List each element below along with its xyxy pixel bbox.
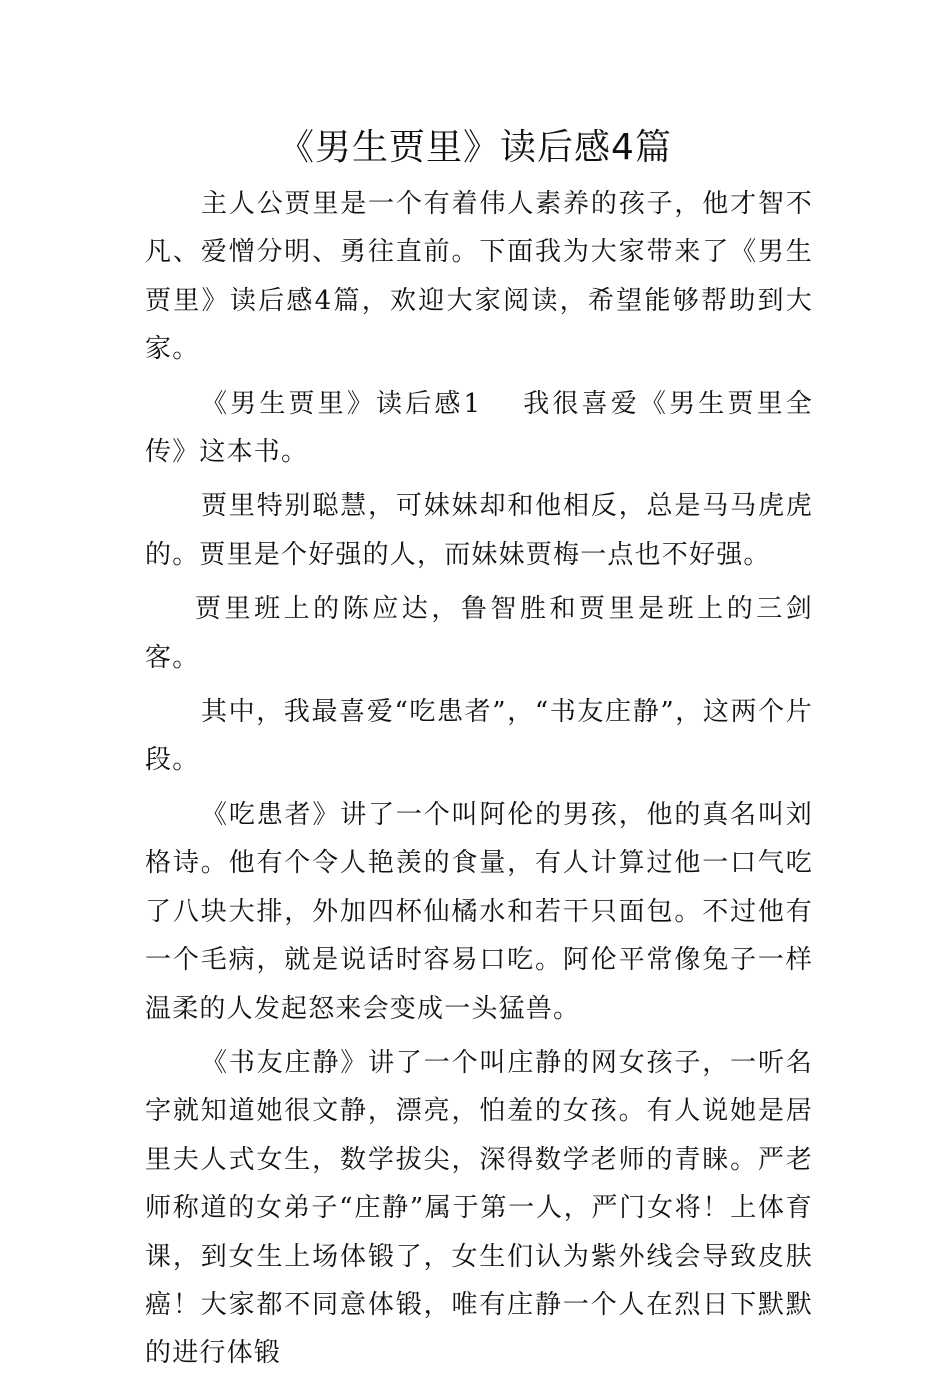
body-paragraph: 贾里班上的陈应达，鲁智胜和贾里是班上的三剑客。 xyxy=(145,594,813,673)
body-paragraph: 贾里特别聪慧，可妹妹却和他相反，总是马马虎虎的。贾里是个好强的人，而妹妹贾梅一点也不好强。 xyxy=(145,491,813,570)
document-body xyxy=(145,180,813,1384)
body-paragraph: 《吃患者》讲了一个叫阿伦的男孩，他的真名叫刘格诗。他有个令人艳羡的食量，有人计算过他一口气吃了八块大排，外加四杯仙橘水和若干只面包。不过他有一个毛病，就是说话时容易口吃。阿伦平常像兔子一样温柔的人发起怒来会变成一头猛兽。 xyxy=(145,799,813,1024)
document-title: 《男生贾里》读后感4篇 xyxy=(278,127,672,168)
intro-paragraph: 主人公贾里是一个有着伟人素养的孩子，他才智不凡、爱憎分明、勇往直前。下面我为大家带来了《男生贾里》读后感4篇，欢迎大家阅读，希望能够帮助到大家。 xyxy=(145,189,813,365)
body-paragraph: 其中，我最喜爱“吃患者”，“书友庄静”，这两个片段。 xyxy=(145,697,813,776)
section-first-line: 我很喜爱《男生贾里全传》这本书。 xyxy=(145,388,813,468)
section-heading-paragraph xyxy=(145,380,813,477)
body-paragraph: 《书友庄静》讲了一个叫庄静的网女孩子，一听名字就知道她很文静，漂亮，怕羞的女孩。有人说她是居里夫人式女生，数学拔尖，深得数学老师的青睐。严老师称道的女弟子“庄静”属于第一人，严门女将！上体育课，到女生上场体锻了，女生们认为紫外线会导致皮肤癌！大家都不同意体锻，唯有庄静一个人在烈日下默默的进行体锻 xyxy=(145,1047,813,1369)
section-heading: 《男生贾里》读后感1 xyxy=(201,388,482,419)
